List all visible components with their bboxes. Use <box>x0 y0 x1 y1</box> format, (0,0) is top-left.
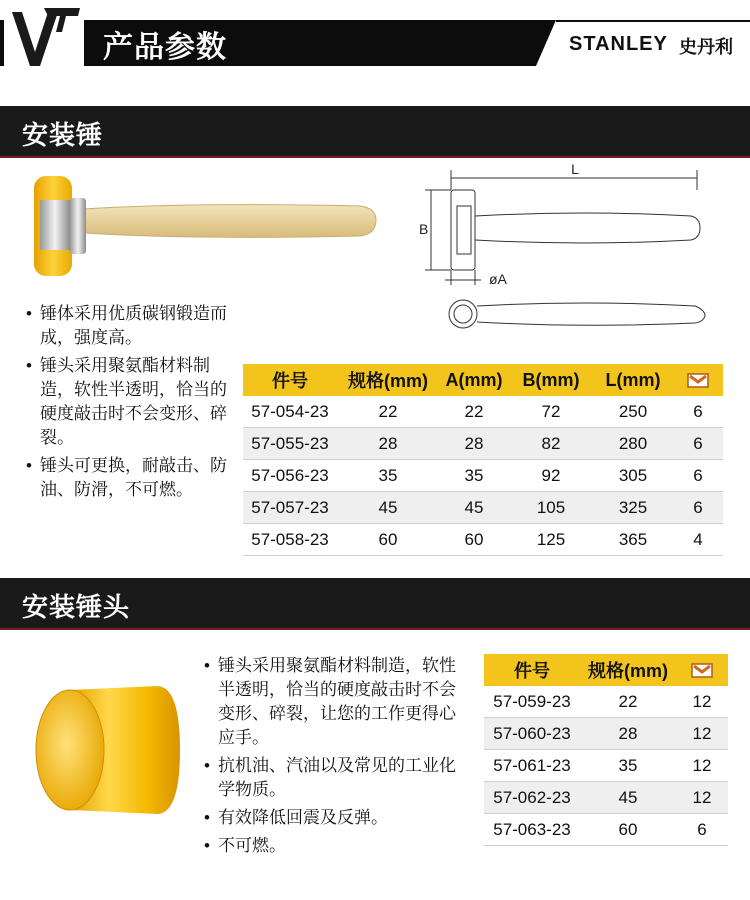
feature-item: • 锤体采用优质碳钢锻造而成，强度高。 <box>26 302 230 350</box>
table-cell: 45 <box>580 782 676 814</box>
brand-name-cn: 史丹利 <box>679 37 733 57</box>
feature-item: • 不可燃。 <box>204 834 470 858</box>
spec-table-hammer-head <box>484 654 728 846</box>
table-cell: 125 <box>509 524 593 556</box>
table-cell: 28 <box>580 718 676 750</box>
qty-cell: 6 <box>673 492 723 524</box>
stanley-v-logo-icon <box>4 2 84 76</box>
box-icon <box>691 663 713 678</box>
qty-cell: 12 <box>676 718 728 750</box>
feature-item: • 抗机油、汽油以及常见的工业化学物质。 <box>204 754 470 802</box>
part-number: 57-063-23 <box>484 814 580 846</box>
part-number: 57-054-23 <box>243 396 337 428</box>
section-title: 安装锤头 <box>22 592 131 622</box>
column-header-qty <box>673 364 723 396</box>
table-row <box>484 750 728 782</box>
table-cell: 35 <box>580 750 676 782</box>
column-header: L(mm) <box>593 364 673 396</box>
part-number: 57-056-23 <box>243 460 337 492</box>
table-row <box>243 492 723 524</box>
section-rule <box>0 156 750 158</box>
hammer-head-photo <box>28 672 188 827</box>
table-row <box>243 460 723 492</box>
table-cell: 365 <box>593 524 673 556</box>
section-header-hammer <box>0 106 750 156</box>
table-cell: 60 <box>439 524 509 556</box>
table-cell: 72 <box>509 396 593 428</box>
table-cell: 22 <box>337 396 439 428</box>
dimension-label-b: B <box>419 221 429 237</box>
table-cell: 305 <box>593 460 673 492</box>
table-cell: 35 <box>439 460 509 492</box>
column-header: A(mm) <box>439 364 509 396</box>
table-cell: 60 <box>580 814 676 846</box>
column-header: 规格(mm) <box>337 364 439 396</box>
table-cell: 105 <box>509 492 593 524</box>
feature-item: • 锤头采用聚氨酯材料制造，软性半透明，恰当的硬度敲击时不会变形、碎裂。 <box>26 354 230 450</box>
qty-cell: 6 <box>676 814 728 846</box>
part-number: 57-060-23 <box>484 718 580 750</box>
qty-cell: 6 <box>673 396 723 428</box>
dimension-label-l: L <box>571 161 579 177</box>
box-icon <box>687 373 709 388</box>
qty-cell: 6 <box>673 428 723 460</box>
table-cell: 325 <box>593 492 673 524</box>
qty-cell: 12 <box>676 750 728 782</box>
section-title: 安装锤 <box>22 120 104 150</box>
feature-list <box>204 654 470 862</box>
table-cell: 250 <box>593 396 673 428</box>
qty-cell: 12 <box>676 782 728 814</box>
feature-item: • 锤头可更换，耐敲击、防油、防滑，不可燃。 <box>26 454 230 502</box>
table-row <box>243 396 723 428</box>
part-number: 57-059-23 <box>484 686 580 718</box>
feature-list <box>26 302 230 506</box>
table-cell: 45 <box>439 492 509 524</box>
table-row <box>484 718 728 750</box>
part-number: 57-062-23 <box>484 782 580 814</box>
qty-cell: 6 <box>673 460 723 492</box>
dimension-label-a: øA <box>489 271 507 287</box>
table-cell: 92 <box>509 460 593 492</box>
table-cell: 60 <box>337 524 439 556</box>
spec-table-hammer <box>243 364 723 556</box>
brand-name: STANLEY <box>569 33 668 55</box>
table-cell: 28 <box>337 428 439 460</box>
section-header-hammer-head <box>0 578 750 628</box>
table-cell: 22 <box>580 686 676 718</box>
part-number: 57-055-23 <box>243 428 337 460</box>
part-number: 57-061-23 <box>484 750 580 782</box>
column-header: 件号 <box>243 364 337 396</box>
table-cell: 45 <box>337 492 439 524</box>
feature-item: • 锤头采用聚氨酯材料制造，软性半透明，恰当的硬度敲击时不会变形、碎裂，让您的工作更得心应手。 <box>204 654 470 750</box>
top-banner <box>0 0 750 78</box>
column-header: 件号 <box>484 654 580 686</box>
part-number: 57-057-23 <box>243 492 337 524</box>
hammer-dimension-diagram <box>415 160 715 335</box>
table-cell: 35 <box>337 460 439 492</box>
column-header-qty <box>676 654 728 686</box>
qty-cell: 4 <box>673 524 723 556</box>
table-row <box>484 814 728 846</box>
part-number: 57-058-23 <box>243 524 337 556</box>
table-row <box>484 686 728 718</box>
section-rule <box>0 628 750 630</box>
table-header-row <box>484 654 728 686</box>
table-cell: 22 <box>439 396 509 428</box>
column-header: 规格(mm) <box>580 654 676 686</box>
table-cell: 280 <box>593 428 673 460</box>
table-cell: 28 <box>439 428 509 460</box>
table-row <box>243 428 723 460</box>
page-title: 产品参数 <box>103 31 227 64</box>
brand-slant <box>536 20 556 66</box>
column-header: B(mm) <box>509 364 593 396</box>
feature-item: • 有效降低回震及反弹。 <box>204 806 470 830</box>
hammer-photo <box>30 170 380 285</box>
table-row <box>243 524 723 556</box>
table-row <box>484 782 728 814</box>
qty-cell: 12 <box>676 686 728 718</box>
table-cell: 82 <box>509 428 593 460</box>
table-header-row <box>243 364 723 396</box>
